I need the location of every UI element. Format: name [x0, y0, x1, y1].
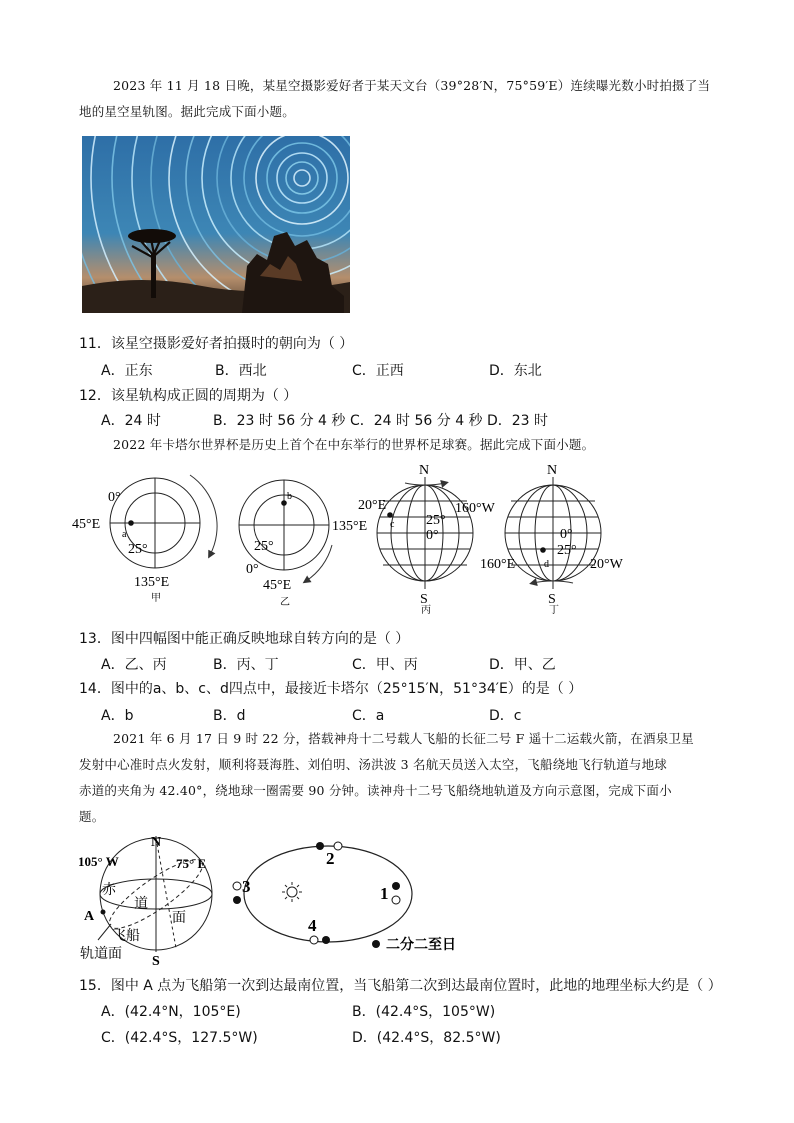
orbit-pos-4: 4: [308, 916, 317, 935]
fig-bing-right: 160°W: [455, 501, 495, 516]
orbit-dao: 道: [134, 897, 148, 912]
q14-option-a[interactable]: A．b: [101, 708, 134, 724]
fig-bing-point: c: [390, 519, 395, 530]
question-13-stem: 13．图中四幅图中能正确反映地球自转方向的是（ ）: [79, 631, 410, 647]
intro-line: 2023 年 11 月 18 日晚，某星空摄影爱好者于某天文台（39°28′N，75°59′E）连续曝光数小时拍摄了当: [113, 78, 711, 93]
legend-label: 二分二至日: [386, 938, 456, 953]
fig-yi-bottom-zero: 0°: [246, 562, 259, 577]
orbit-south: S: [152, 954, 160, 968]
orbit-mian: 面: [172, 911, 186, 926]
fig-ding-eq: 0°: [560, 527, 573, 542]
earth-orbit-figure: [228, 834, 478, 958]
intro-line: 地的星空星轨图。据此完成下面小题。: [79, 104, 295, 119]
fig-bing-north: N: [419, 463, 430, 478]
q13-option-a[interactable]: A．乙、丙: [101, 657, 167, 673]
q15-option-b[interactable]: B．(42.4°S，105°W): [352, 1004, 496, 1020]
q12-option-c[interactable]: C．24 时 56 分 4 秒: [350, 413, 483, 429]
orbit-pos-2: 2: [326, 849, 335, 868]
q15-option-d[interactable]: D．(42.4°S，82.5°W): [352, 1030, 501, 1046]
orbit-spacecraft: 飞船: [112, 929, 140, 944]
q11-option-c[interactable]: C．正西: [352, 363, 404, 379]
fig-jia-caption: 甲: [151, 593, 161, 604]
question-14-stem: 14．图中的a、b、c、d四点中，最接近卡塔尔（25°15′N，51°34′E）的是（ ）: [79, 681, 583, 697]
fig-yi-bottom-label: 45°E: [263, 578, 292, 593]
fig-ding-left: 160°E: [480, 557, 516, 572]
rotation-figures: [70, 455, 710, 615]
orbit-pos-1: 1: [380, 884, 389, 903]
fig-yi-caption: 乙: [280, 597, 290, 608]
legend-dot-icon: [372, 940, 380, 948]
figure-ding: [480, 463, 624, 615]
intro-line: 赤道的夹角为 42.40°，绕地球一圈需要 90 分钟。读神舟十二号飞船绕地轨道及方向示意图，完成下面小: [79, 783, 672, 798]
question-15-stem: 15．图中 A 点为飞船第一次到达最南位置，当飞船第二次到达最南位置时，此地的地理坐标大约是（ ）: [79, 978, 722, 994]
question-11-stem: 11．该星空摄影爱好者拍摄时的朝向为（ ）: [79, 336, 354, 352]
fig-ding-caption: 丁: [549, 605, 559, 615]
intro-line: 2021 年 6 月 17 日 9 时 22 分，搭载神舟十二号载人飞船的长征二号 F 遥十二运载火箭，在酒泉卫星: [113, 731, 694, 746]
figure-yi: [239, 480, 367, 608]
q11-option-b[interactable]: B．西北: [215, 363, 267, 379]
q13-option-c[interactable]: C．甲、丙: [352, 657, 418, 673]
fig-ding-south: S: [548, 592, 556, 607]
q12-option-d[interactable]: D．23 时: [487, 413, 549, 429]
fig-bing-eq: 0°: [426, 528, 439, 543]
q14-option-d[interactable]: D．c: [489, 708, 522, 724]
fig-ding-right: 20°W: [590, 557, 623, 572]
q14-option-c[interactable]: C．a: [352, 708, 385, 724]
q14-option-b[interactable]: B．d: [213, 708, 246, 724]
sun-icon: [282, 882, 302, 902]
orbit-pos-3: 3: [242, 877, 251, 896]
fig-yi-lat: 25°: [254, 539, 274, 554]
q11-option-d[interactable]: D．东北: [489, 363, 542, 379]
fig-yi-right-label: 135°E: [332, 519, 368, 534]
question-12-stem: 12．该星轨构成正圆的周期为（ ）: [79, 388, 298, 404]
q13-option-b[interactable]: B．丙、丁: [213, 657, 279, 673]
fig-jia-bottom-label: 135°E: [134, 575, 170, 590]
intro-line: 2022 年卡塔尔世界杯是历史上首个在中东举行的世界杯足球赛。据此完成下面小题。: [113, 437, 595, 452]
orbit-plane-label: 轨道面: [80, 947, 122, 962]
fig-ding-lat: 25°: [557, 543, 577, 558]
fig-jia-lat: 25°: [128, 542, 148, 557]
orbit-point-a: A: [84, 909, 95, 924]
fig-bing-lat: 25°: [426, 513, 446, 528]
figure-bing: [358, 463, 496, 615]
fig-jia-top-label: 0°: [108, 490, 121, 505]
q13-option-d[interactable]: D．甲、乙: [489, 657, 556, 673]
q15-option-a[interactable]: A．(42.4°N，105°E): [101, 1004, 241, 1020]
q12-option-a[interactable]: A．24 时: [101, 413, 161, 429]
fig-jia-point: a: [122, 529, 127, 540]
intro-line: 题。: [79, 809, 105, 824]
fig-bing-left: 20°E: [358, 498, 387, 513]
intro-line: 发射中心准时点火发射，顺利将聂海胜、刘伯明、汤洪波 3 名航天员送入太空，飞船绕地飞行轨道与地球: [79, 757, 668, 772]
figure-jia: [72, 475, 217, 604]
fig-bing-south: S: [420, 592, 428, 607]
orbit-chi: 赤: [102, 883, 116, 898]
fig-bing-caption: 丙: [421, 605, 431, 615]
orbit-globe-figure: [76, 828, 226, 968]
q11-option-a[interactable]: A．正东: [101, 363, 153, 379]
orbit-right-lon: 75° E: [176, 856, 207, 871]
star-trail-photo: [82, 136, 350, 313]
q15-option-c[interactable]: C．(42.4°S，127.5°W): [101, 1030, 258, 1046]
fig-ding-north: N: [547, 463, 558, 478]
fig-ding-point: d: [544, 559, 549, 570]
fig-jia-left-label: 45°E: [72, 517, 101, 532]
fig-yi-point: b: [287, 491, 292, 502]
orbit-north: N: [151, 835, 162, 850]
orbit-left-lon: 105° W: [78, 854, 119, 869]
q12-option-b[interactable]: B．23 时 56 分 4 秒: [213, 413, 346, 429]
